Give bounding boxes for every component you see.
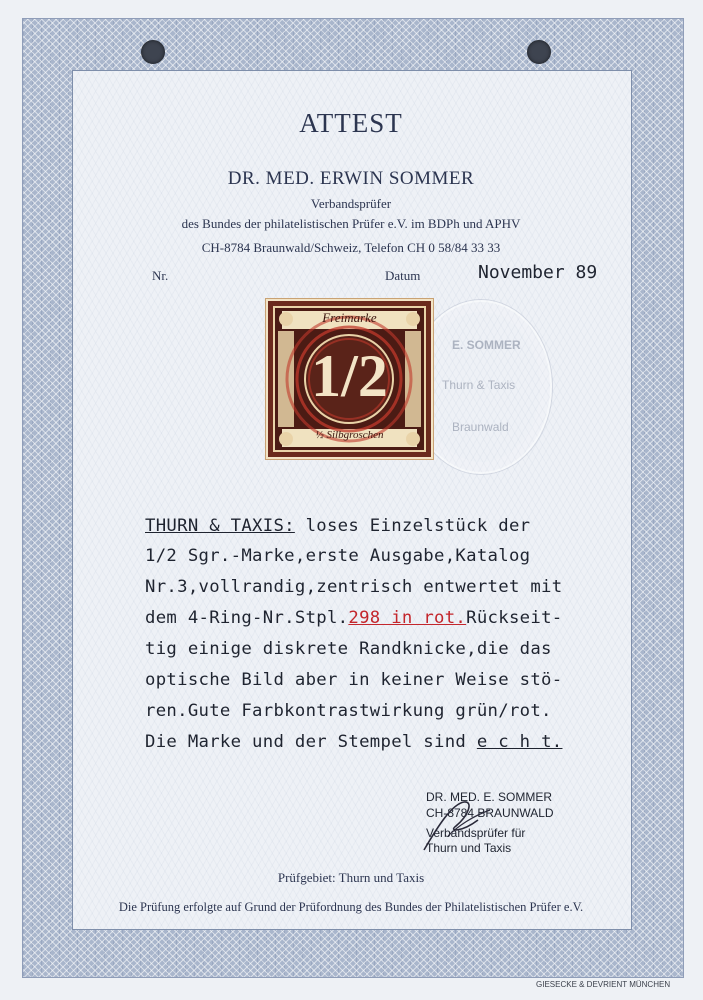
stamp-bottom-text: ½ Silbgroschen xyxy=(315,429,384,441)
signature-stamp-line-4: Thurn und Taxis xyxy=(426,841,512,855)
body-line-7: ren.Gute Farbkontrastwirkung grün/rot. xyxy=(145,701,552,721)
date-label: Datum xyxy=(385,268,421,283)
examiner-role: Verbandsprüfer xyxy=(310,196,392,211)
emboss-text-2: Thurn & Taxis xyxy=(442,378,516,392)
stamp-value: 1/2 xyxy=(311,343,388,409)
body-line-1 xyxy=(145,516,530,536)
stamp-top-text: Freimarke xyxy=(322,310,377,325)
emboss-text-3: Braunwald xyxy=(452,420,509,434)
body-line-4-c: Rückseit- xyxy=(466,608,563,628)
emboss-text-1: E. SOMMER xyxy=(452,338,521,352)
printer-imprint: GIESECKE & DEVRIENT MÜNCHEN xyxy=(536,980,671,989)
handwritten-signature xyxy=(418,796,498,856)
body-line-2: 1/2 Sgr.-Marke,erste Ausgabe,Katalog xyxy=(145,546,531,566)
examiner-address: CH-8784 Braunwald/Schweiz, Telefon CH 0 58/84 33 33 xyxy=(201,240,501,255)
body-line-4-a: dem 4-Ring-Nr.Stpl. xyxy=(145,608,349,628)
signature-stamp-line-3: Verbandsprüfer für xyxy=(426,826,526,840)
certificate-title: ATTEST xyxy=(299,108,403,138)
body-line-4 xyxy=(145,608,562,628)
body-line-3: Nr.3,vollrandig,zentrisch entwertet mit xyxy=(145,577,563,597)
genuine-verdict: e c h t. xyxy=(476,732,563,752)
pruefgebiet: Prüfgebiet: Thurn und Taxis xyxy=(277,870,425,885)
signature-stamp-line-1: DR. MED. E. SOMMER xyxy=(426,790,553,804)
body-line-8-a: Die Marke und der Stempel sind xyxy=(145,732,477,752)
footer-note: Die Prüfung erfolgte auf Grund der Prüfordnung des Bundes der Philatelistischen Prüfer e.V. xyxy=(118,900,584,914)
punch-hole-right xyxy=(527,40,551,64)
signature-stamp-line-2: CH-8784 BRAUNWALD xyxy=(426,806,554,820)
examiner-name: DR. MED. ERWIN SOMMER xyxy=(227,168,475,189)
body-line-8 xyxy=(145,732,562,752)
examiner-association: des Bundes der philatelistischen Prüfer e.V. im BDPh und APHV xyxy=(181,216,521,231)
body-line-6: optische Bild aber in keiner Weise stö- xyxy=(145,670,563,690)
punch-hole-left xyxy=(141,40,165,64)
body-subject: THURN & TAXIS: xyxy=(145,516,295,536)
body-line-5: tig einige diskrete Randknicke,die das xyxy=(145,639,552,659)
cancellation-red: 298 in rot. xyxy=(348,608,467,628)
nr-label: Nr. xyxy=(152,268,169,283)
body-line-1-rest: loses Einzelstück der xyxy=(294,516,531,536)
postage-stamp-image xyxy=(266,299,433,459)
date-value: November 89 xyxy=(478,262,598,283)
